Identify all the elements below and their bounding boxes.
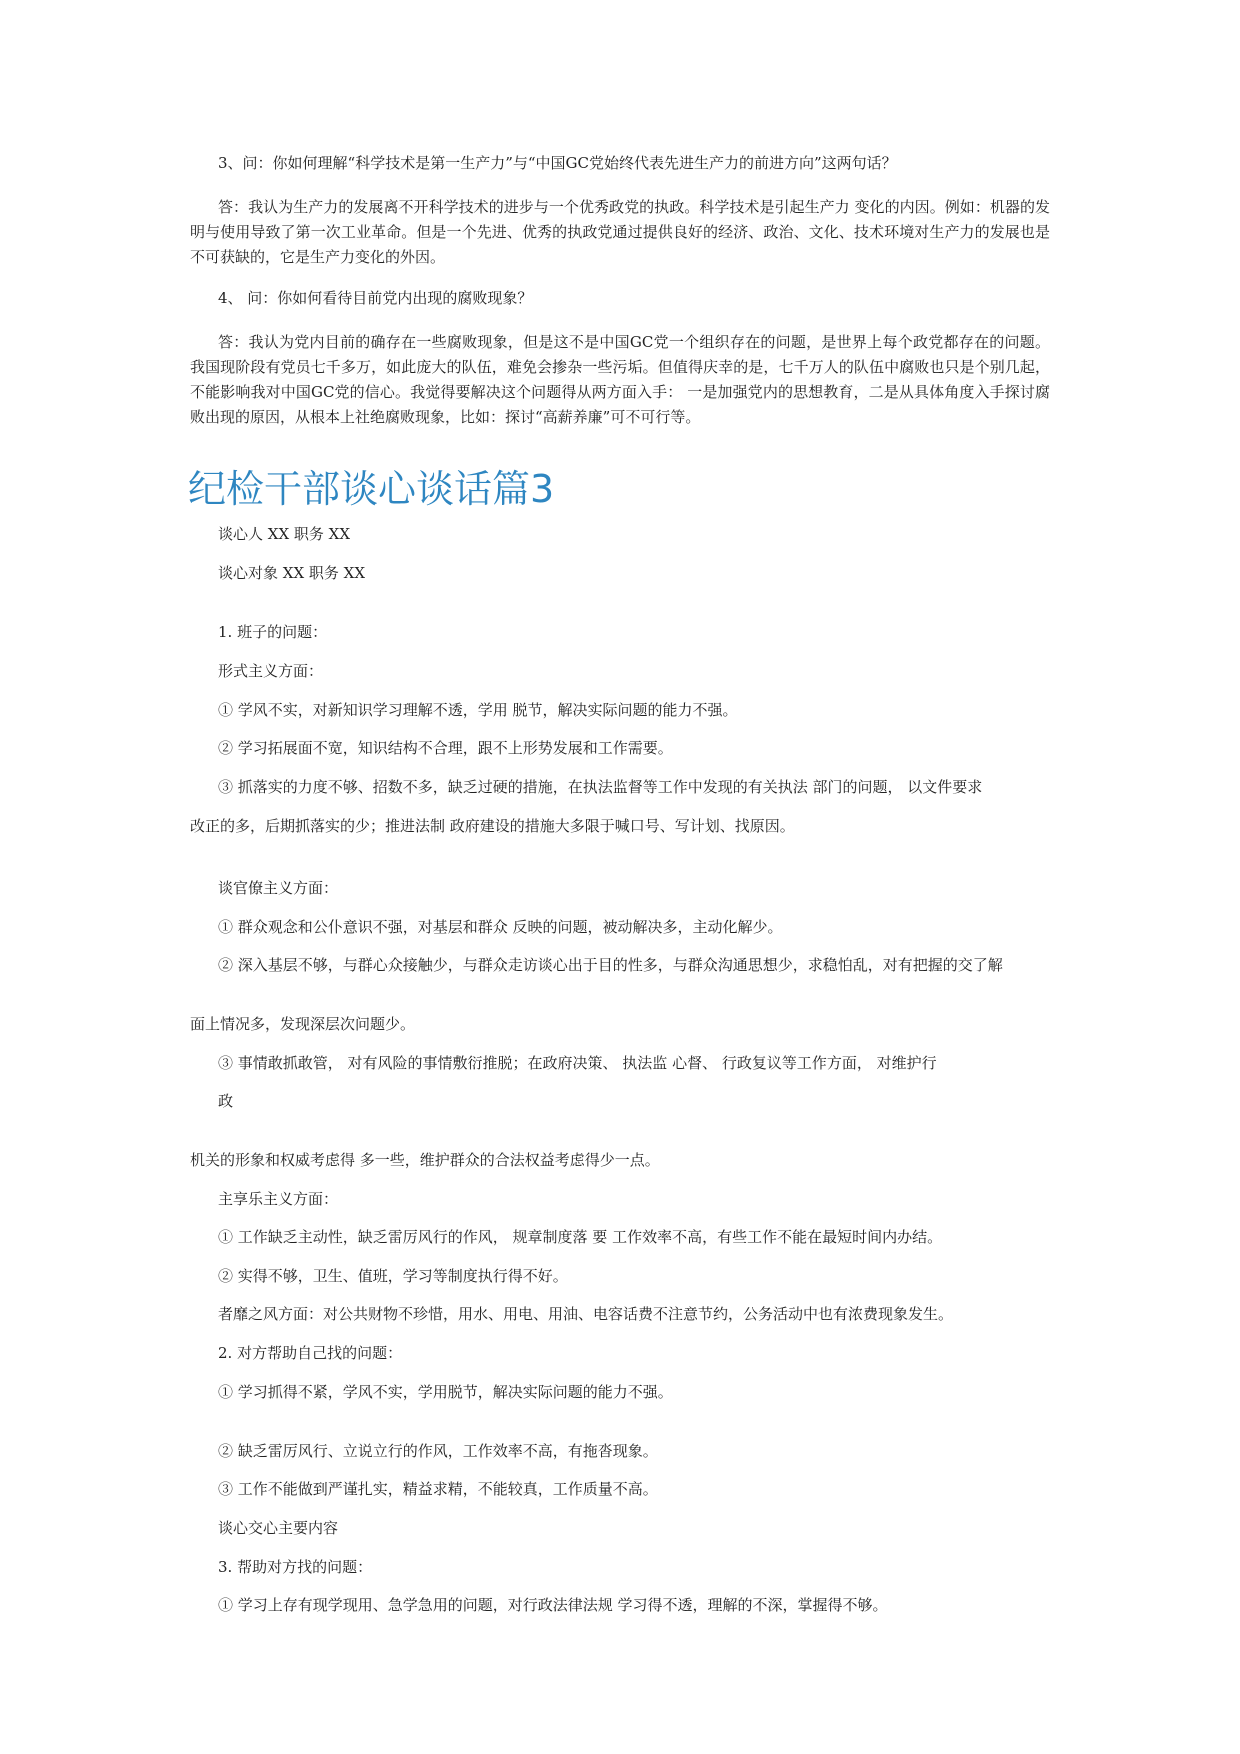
main-content-label: 谈心交心主要内容 <box>218 1519 339 1537</box>
hedonism-label: 主享乐主义方面： <box>218 1190 339 1208</box>
part2-item-1: ① 学习抓得不紧，学风不实，学用脱节，解决实际问题的能力不强。 <box>218 1383 673 1401</box>
formalism-item-3-cont: 改正的多，后期抓落实的少；推进法制 政府建设的措施大多限于喊口号、写计划、找原因。 <box>190 817 795 835</box>
part2-item-2: ② 缺乏雷厉风行、立说立行的作风，工作效率不高，有拖沓现象。 <box>218 1442 658 1460</box>
hedonism-item-2: ② 实得不够，卫生、值班，学习等制度执行得不好。 <box>218 1267 568 1285</box>
extravagance-paragraph: 者靡之风方面：对公共财物不珍惜，用水、用电、用油、电容话费不注意节约，公务活动中也有浓费现象发生。 <box>218 1305 954 1323</box>
hedonism-item-1: ① 工作缺乏主动性，缺乏雷厉风行的作风， 规章制度落 要 工作效率不高，有些工作不能在最短时间内办结。 <box>218 1228 943 1246</box>
q3-answer: 答：我认为生产力的发展离不开科学技术的进步与一个优秀政党的执政。科学技术是引起生产力 变化的内因。例如：机器的发明与使用导致了第一次工业革命。但是一个先进、优秀的执政党通过提供良好的经济、政治、文化、技术环境对生产力的发展也是不可获缺的，它是生产力变化的外因。 <box>190 198 1050 266</box>
formalism-item-2: ② 学习拓展面不宽，知识结构不合理，跟不上形势发展和工作需要。 <box>218 739 673 757</box>
bureaucracy-label: 谈官僚主义方面： <box>218 879 339 897</box>
bureaucracy-item-3-cont-2: 机关的形象和权威考虑得 多一些，维护群众的合法权益考虑得少一点。 <box>190 1151 660 1169</box>
part2-item-3: ③ 工作不能做到严谨扎实，精益求精，不能较真，工作质量不高。 <box>218 1480 658 1498</box>
bureaucracy-item-3: ③ 事情敢抓敢管， 对有风险的事情敷衍推脱；在政府决策、 执法监 心督、 行政复议等工作方面， 对维护行 <box>218 1054 937 1072</box>
bureaucracy-item-2-cont: 面上情况多，发现深层次问题少。 <box>190 1015 416 1033</box>
formalism-label: 形式主义方面： <box>218 662 324 680</box>
q4-question: 4、 问：你如何看待目前党内出现的腐败现象？ <box>218 289 533 307</box>
section-title: 纪检干部谈心谈话篇3 <box>188 467 555 511</box>
q4-answer: 答：我认为党内目前的确存在一些腐败现象，但是这不是中国GC党一个组织存在的问题，是世界上每个政党都存在的问题。我国现阶段有党员七千多万，如此庞大的队伍，难免会掺杂一些污垢。但值得庆幸的是，七千万人的队伍中腐败也只是个别几起，不能影响我对中国GC党的信心。我觉得要解决这个问题得从两方面入手： 一是加强党内的思想教育，二是从具体角度入手探讨腐败出现的原因，从根本上社绝腐败现象，比如：探讨“高薪养廉”可不可行等。 <box>190 333 1050 426</box>
part1-title: 1. 班子的问题： <box>218 623 328 641</box>
formalism-item-3: ③ 抓落实的力度不够、招数不多，缺乏过硬的措施，在执法监督等工作中发现的有关执法 部门的问题， 以文件要求 <box>218 778 983 796</box>
formalism-item-1: ① 学风不实，对新知识学习理解不透，学用 脱节，解决实际问题的能力不强。 <box>218 701 738 719</box>
part2-title: 2. 对方帮助自己找的问题： <box>218 1344 403 1362</box>
bureaucracy-item-1: ① 群众观念和公仆意识不强，对基层和群众 反映的问题，被动解决多，主动化解少。 <box>218 918 783 936</box>
part3-title: 3. 帮助对方找的问题： <box>218 1558 373 1576</box>
bureaucracy-item-2: ② 深入基层不够，与群心众接触少，与群众走访谈心出于目的性多，与群众沟通思想少，求稳怕乱，对有把握的交了解 <box>218 956 1003 974</box>
q3-question: 3、问：你如何理解“科学技术是第一生产力”与“中国GC党始终代表先进生产力的前进方向”这两句话？ <box>218 154 897 172</box>
meta-talker: 谈心人 XX 职务 XX <box>218 525 351 543</box>
meta-target: 谈心对象 XX 职务 XX <box>218 564 366 582</box>
bureaucracy-item-3-cont: 政 <box>218 1092 234 1110</box>
part3-item-1: ① 学习上存有现学现用、急学急用的问题，对行政法律法规 学习得不透，理解的不深，掌握得不够。 <box>218 1596 888 1614</box>
